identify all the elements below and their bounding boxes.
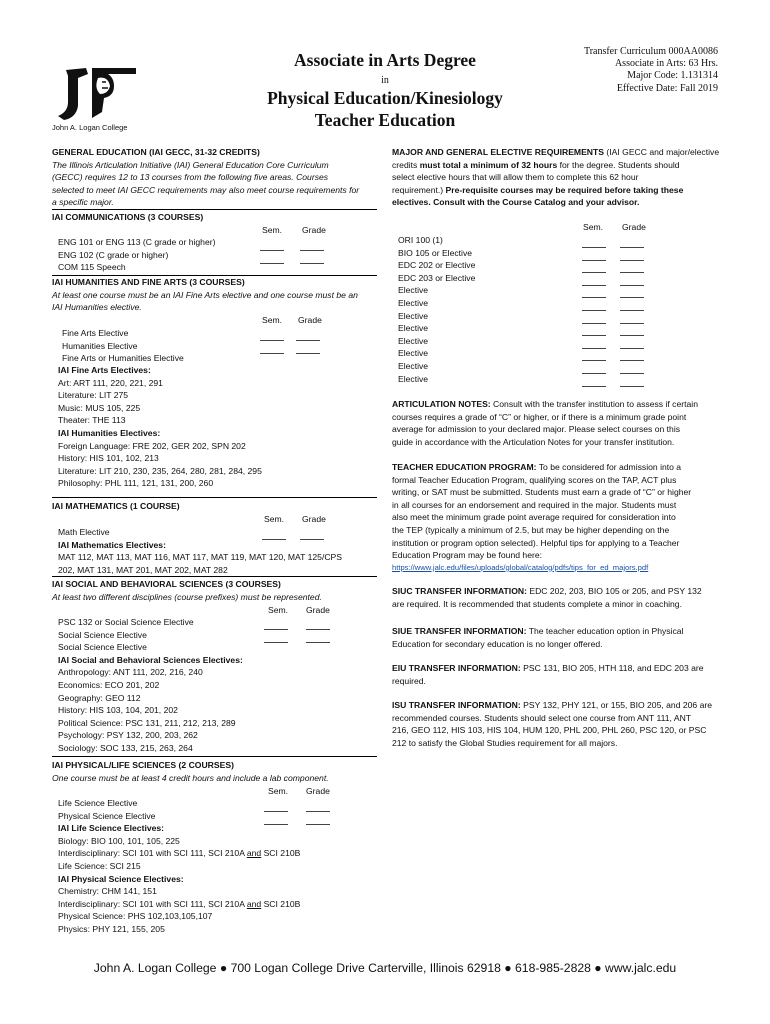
communications-section bbox=[52, 211, 377, 224]
course-item: Fine Arts Elective bbox=[62, 328, 129, 338]
sem-blank[interactable] bbox=[264, 804, 288, 812]
and-text: and bbox=[246, 848, 262, 859]
divider bbox=[52, 756, 377, 757]
logan-bust-logo-icon bbox=[52, 66, 138, 124]
grade-label: Grade bbox=[302, 225, 326, 235]
artic-text: courses requires a grade of “C” or higher, or if there is a minimum grade point bbox=[392, 411, 687, 422]
sem-blank[interactable] bbox=[582, 366, 606, 374]
elective-line: Biology: BIO 100, 101, 105, 225 bbox=[58, 835, 180, 846]
grade-blank-row bbox=[582, 273, 644, 286]
eiu-text: required. bbox=[392, 675, 426, 686]
notes-section bbox=[392, 398, 727, 448]
humanities-list bbox=[62, 327, 262, 365]
course-item: Elective bbox=[398, 323, 429, 334]
course-item: Fine Arts or Humanities Elective bbox=[62, 353, 184, 364]
divider bbox=[52, 497, 377, 498]
teach-text: formal Teacher Education Program, qualifying scores on the TAP, ACT plus bbox=[392, 474, 677, 485]
artic-line bbox=[392, 398, 727, 411]
teach-text: writing, or SAT must be submitted. Students must earn a grade of “C” or higher bbox=[392, 487, 692, 498]
artic-text: average for admission to your declared major. Please select courses on this bbox=[392, 424, 681, 435]
elective-line: Life Science: SCI 215 bbox=[58, 860, 141, 871]
title-line3: Physical Education/Kinesiology bbox=[267, 88, 503, 108]
credit-hours: Associate in Arts: 63 Hrs. bbox=[614, 58, 718, 70]
grade-label: Grade bbox=[298, 315, 322, 325]
siue-text: Education for secondary education is no longer offered. bbox=[392, 638, 603, 649]
grade-blank-row bbox=[582, 348, 644, 361]
elective-line: Music: MUS 105, 225 bbox=[58, 402, 141, 413]
elective-line: Anthropology: ANT 111, 202, 216, 240 bbox=[58, 667, 203, 678]
grade-blank[interactable] bbox=[620, 303, 644, 311]
siuc-text: are required. It is recommended that students complete a minor in coaching. bbox=[392, 598, 682, 609]
communications-list bbox=[58, 236, 258, 274]
grade-label: Grade bbox=[302, 514, 326, 524]
sem-blank[interactable] bbox=[582, 379, 606, 387]
artic-heading: ARTICULATION NOTES: bbox=[392, 399, 491, 409]
siue-text: The teacher education option in Physical bbox=[526, 626, 684, 636]
sem-label: Sem. bbox=[583, 222, 604, 232]
grade-blanks bbox=[262, 527, 324, 540]
teach-text: institution or program option selected). Helpful tips for applying to a Teacher bbox=[392, 537, 680, 548]
course-item: ENG 102 (C grade or higher) bbox=[58, 249, 169, 260]
major-text-bold: Pre-requisite courses may be required before taking these bbox=[445, 184, 684, 195]
grade-blank[interactable] bbox=[306, 817, 330, 825]
humanities-intro: At least one course must be an IAI Fine Arts elective and one course must be an bbox=[52, 289, 358, 300]
humanities-heading: IAI HUMANITIES AND FINE ARTS (3 COURSES) bbox=[52, 277, 245, 287]
major-code: Major Code: 1.131314 bbox=[627, 70, 718, 82]
siuc-text: EDC 202, 203, BIO 105 or 205, and PSY 132 bbox=[526, 586, 702, 596]
sem-blank[interactable] bbox=[264, 622, 288, 630]
elective-line: Psychology: PSY 132, 200, 203, 262 bbox=[58, 730, 198, 741]
life-science-heading: IAI Life Science Electives: bbox=[58, 823, 165, 834]
isu-heading: ISU TRANSFER INFORMATION: bbox=[392, 700, 521, 710]
grade-blank-row bbox=[582, 374, 644, 387]
elective-line: MAT 112, MAT 113, MAT 116, MAT 117, MAT 119, MAT 120, MAT 125/CPS bbox=[58, 552, 343, 563]
teacher-ed-section bbox=[392, 461, 727, 574]
siuc-section bbox=[392, 585, 727, 610]
elective-line: History: HIS 101, 102, 213 bbox=[58, 453, 159, 464]
math-heading: IAI MATHEMATICS (1 COURSE) bbox=[52, 501, 180, 511]
siue-heading: SIUE TRANSFER INFORMATION: bbox=[392, 626, 527, 636]
major-list bbox=[398, 234, 578, 385]
tips-link[interactable]: https://www.jalc.edu/files/uploads/global/catalog/pdfs/tips_for_ed_majors.pdf bbox=[392, 562, 649, 572]
sem-blank[interactable] bbox=[260, 243, 284, 251]
grade-blank-row bbox=[582, 311, 644, 324]
course-item: Elective bbox=[398, 360, 429, 371]
physical-heading: IAI PHYSICAL/LIFE SCIENCES (2 COURSES) bbox=[52, 760, 234, 770]
college-logo bbox=[52, 66, 138, 124]
footer-contact: John A. Logan College ● 700 Logan College Drive Carterville, Illinois 62918 ● 618-985-2828 ● www.jalc.edu bbox=[93, 961, 677, 975]
grade-blank[interactable] bbox=[620, 265, 644, 273]
elective-line: Physical Science: PHS 102,103,105,107 bbox=[58, 911, 213, 922]
grade-label: Grade bbox=[306, 605, 330, 615]
course-item: EDC 203 or Elective bbox=[398, 272, 476, 283]
grade-blanks bbox=[260, 328, 320, 353]
isu-text: PSY 132, PHY 121, or 155, BIO 205, and 206 are bbox=[520, 700, 713, 710]
grade-blank[interactable] bbox=[306, 804, 330, 812]
major-text: (IAI GECC and major/elective bbox=[604, 147, 720, 157]
transfer-info bbox=[584, 46, 718, 95]
gen-ed-intro: (GECC) requires 12 to 13 courses from the following five areas. Courses bbox=[52, 172, 329, 183]
course-item: BIO 105 or Elective bbox=[398, 247, 473, 258]
gen-ed-intro: selected to meet IAI GECC requirements may also meet course requirements for bbox=[52, 184, 360, 195]
grade-blank[interactable] bbox=[300, 243, 324, 251]
humanities-electives bbox=[58, 364, 378, 490]
sem-blank[interactable] bbox=[260, 333, 284, 341]
elective-line: Foreign Language: FRE 202, GER 202, SPN 202 bbox=[58, 440, 246, 451]
grade-blank-row bbox=[582, 235, 644, 248]
sem-label: Sem. bbox=[264, 514, 285, 524]
major-intro bbox=[392, 184, 722, 197]
math-electives-heading: IAI Mathematics Electives: bbox=[58, 539, 166, 550]
course-item: Humanities Elective bbox=[62, 340, 138, 351]
elective-line: History: HIS 103, 104, 201, 202 bbox=[58, 705, 178, 716]
elective-line: Philosophy: PHL 111, 121, 131, 200, 260 bbox=[58, 478, 214, 489]
major-text-bold: must total a minimum of 32 hours bbox=[419, 159, 558, 170]
artic-text: Consult with the transfer institution to assess if certain bbox=[490, 399, 698, 409]
title-line4: Teacher Education bbox=[314, 110, 456, 130]
teach-text: the TEP (typically a minimum of 2.5, but may be higher depending on the bbox=[392, 524, 670, 535]
physical-list bbox=[58, 797, 378, 936]
math-list bbox=[58, 526, 378, 576]
elective-line: Sociology: SOC 133, 215, 263, 264 bbox=[58, 742, 193, 753]
grade-blank-row bbox=[582, 361, 644, 374]
social-electives-heading: IAI Social and Behavioral Sciences Electives: bbox=[58, 654, 243, 665]
elective-text: SCI 210B bbox=[263, 898, 301, 909]
elective-text: Interdisciplinary: SCI 101 with SCI 111, SCI 210A bbox=[58, 898, 245, 909]
sem-blank[interactable] bbox=[264, 635, 288, 643]
major-text: credits bbox=[392, 159, 420, 170]
social-intro: At least two different disciplines (course prefixes) must be represented. bbox=[52, 591, 322, 602]
course-item: Life Science Elective bbox=[58, 798, 138, 808]
elective-line: Literature: LIT 275 bbox=[58, 390, 129, 401]
major-text-bold: electives. Consult with the Course Catalog and your advisor. bbox=[392, 197, 640, 208]
grade-blank[interactable] bbox=[296, 333, 320, 341]
elective-line: 202, MAT 131, MAT 201, MAT 202, MAT 282 bbox=[58, 564, 228, 575]
course-item: PSC 132 or Social Science Elective bbox=[58, 617, 194, 627]
elective-line: Economics: ECO 201, 202 bbox=[58, 679, 160, 690]
isu-section bbox=[392, 699, 727, 749]
isu-text: 216, GEO 112, HIS 103, HIS 104, HUM 120, PHL 200, PHL 260, PSC 120, or PSC bbox=[392, 725, 707, 736]
humanities-section bbox=[52, 276, 377, 314]
gen-ed-heading: GENERAL EDUCATION (IAI GECC, 31-32 CREDITS) bbox=[52, 147, 260, 157]
physical-intro: One course must be at least 4 credit hours and include a lab component. bbox=[52, 772, 329, 783]
major-text: requirement.) bbox=[392, 184, 446, 195]
social-heading: IAI SOCIAL AND BEHAVIORAL SCIENCES (3 COURSES) bbox=[52, 579, 281, 589]
siuc-heading: SIUC TRANSFER INFORMATION: bbox=[392, 586, 527, 596]
sem-blank[interactable] bbox=[260, 346, 284, 354]
grade-blank[interactable] bbox=[306, 622, 330, 630]
teach-text: Education Program may be found here: bbox=[392, 550, 543, 561]
grade-blanks bbox=[582, 235, 644, 386]
siue-section bbox=[392, 625, 727, 650]
siuc-line bbox=[392, 585, 727, 598]
elective-line: Art: ART 111, 220, 221, 291 bbox=[58, 377, 163, 388]
course-item: Elective bbox=[398, 373, 429, 384]
elective-line: Physics: PHY 121, 155, 205 bbox=[58, 923, 165, 934]
fine-arts-heading: IAI Fine Arts Electives: bbox=[58, 365, 151, 375]
sem-label: Sem. bbox=[268, 605, 289, 615]
major-text: select elective hours that will allow them to complete this 62 hour bbox=[392, 172, 639, 183]
teach-line bbox=[392, 461, 727, 474]
elective-line: Literature: LIT 210, 230, 235, 264, 280, 281, 284, 295 bbox=[58, 465, 262, 476]
teach-heading: TEACHER EDUCATION PROGRAM: bbox=[392, 462, 537, 472]
isu-line bbox=[392, 699, 727, 712]
eiu-section bbox=[392, 662, 727, 687]
course-item: ENG 101 or ENG 113 (C grade or higher) bbox=[58, 237, 216, 247]
effective-date: Effective Date: Fall 2019 bbox=[616, 82, 718, 94]
sem-blank[interactable] bbox=[582, 303, 606, 311]
sem-label: Sem. bbox=[268, 786, 289, 796]
elective-line: Geography: GEO 112 bbox=[58, 692, 141, 703]
eiu-heading: EIU TRANSFER INFORMATION: bbox=[392, 663, 521, 673]
elective-line: Chemistry: CHM 141, 151 bbox=[58, 886, 157, 897]
grade-blank-row bbox=[582, 285, 644, 298]
grade-label: Grade bbox=[622, 222, 646, 232]
grade-blank[interactable] bbox=[300, 532, 324, 540]
divider bbox=[52, 576, 377, 577]
course-item: Elective bbox=[398, 310, 429, 321]
sem-blank[interactable] bbox=[582, 265, 606, 273]
grade-blank[interactable] bbox=[306, 635, 330, 643]
eiu-text: PSC 131, BIO 205, HTH 118, and EDC 203 are bbox=[520, 663, 704, 673]
course-item: Elective bbox=[398, 335, 429, 346]
grade-blank-row bbox=[582, 336, 644, 349]
logo-caption: John A. Logan College bbox=[52, 123, 128, 132]
course-item: Social Science Elective bbox=[58, 629, 147, 640]
elective-text: SCI 210B bbox=[263, 848, 301, 859]
major-intro bbox=[392, 159, 722, 172]
grade-blank[interactable] bbox=[620, 379, 644, 387]
humanities-electives-heading: IAI Humanities Electives: bbox=[58, 427, 161, 438]
course-item: Elective bbox=[398, 285, 429, 296]
communications-heading: IAI COMMUNICATIONS (3 COURSES) bbox=[52, 212, 204, 222]
course-item: Math Elective bbox=[58, 527, 110, 537]
social-section bbox=[52, 578, 377, 603]
grade-blank-row bbox=[582, 298, 644, 311]
math-section bbox=[52, 500, 377, 513]
sem-blank[interactable] bbox=[582, 240, 606, 248]
grade-blanks bbox=[260, 238, 324, 276]
course-item: Social Science Elective bbox=[58, 642, 147, 653]
elective-line: Theater: THE 113 bbox=[58, 415, 126, 426]
isu-text: 212 to satisfy the Global Studies requirement for all majors. bbox=[392, 737, 618, 748]
teach-text: To be considered for admission into a bbox=[536, 462, 682, 472]
and-text: and bbox=[246, 898, 262, 909]
title-line2: in bbox=[381, 75, 389, 86]
sem-blank[interactable] bbox=[264, 817, 288, 825]
course-item: Physical Science Elective bbox=[58, 810, 156, 821]
physical-science-heading: IAI Physical Science Electives: bbox=[58, 873, 184, 884]
grade-blank-row bbox=[582, 248, 644, 261]
sem-label: Sem. bbox=[262, 315, 283, 325]
left-column bbox=[52, 146, 377, 209]
humanities-intro: IAI Humanities elective. bbox=[52, 302, 142, 313]
curriculum-code: Transfer Curriculum 000AA0086 bbox=[583, 46, 718, 57]
eiu-line bbox=[392, 662, 727, 675]
grade-blank-row bbox=[582, 323, 644, 336]
teach-text: also meet the minimum grade point average required for consideration into bbox=[392, 512, 676, 523]
elective-line: Political Science: PSC 131, 211, 212, 213, 289 bbox=[58, 717, 236, 728]
major-text: for the degree. Students should bbox=[557, 159, 680, 170]
sem-label: Sem. bbox=[262, 225, 283, 235]
grade-blanks bbox=[264, 799, 330, 824]
grade-blank[interactable] bbox=[620, 240, 644, 248]
course-item: Elective bbox=[398, 348, 429, 359]
social-list bbox=[58, 616, 378, 755]
course-item: Elective bbox=[398, 297, 429, 308]
sem-blank[interactable] bbox=[582, 328, 606, 336]
major-intro bbox=[392, 146, 722, 159]
grade-blank[interactable] bbox=[296, 346, 320, 354]
divider bbox=[52, 209, 377, 210]
grade-blanks bbox=[264, 617, 330, 642]
grade-label: Grade bbox=[306, 786, 330, 796]
course-item: EDC 202 or Elective bbox=[398, 260, 476, 271]
course-item: ORI 100 (1) bbox=[398, 235, 443, 245]
physical-section bbox=[52, 759, 377, 784]
elective-text: Interdisciplinary: SCI 101 with SCI 111, SCI 210A bbox=[58, 848, 245, 859]
elective-line bbox=[58, 898, 378, 911]
course-item: COM 115 Speech bbox=[58, 262, 126, 273]
grade-blank-row bbox=[582, 260, 644, 273]
gen-ed-intro: The Illinois Articulation Initiative (IAI) General Education Core Curriculum bbox=[52, 159, 329, 170]
gen-ed-intro: a specific major. bbox=[52, 197, 114, 208]
major-heading: MAJOR AND GENERAL ELECTIVE REQUIREMENTS bbox=[392, 147, 604, 157]
artic-text: guide in accordance with the Articulation Notes for your transfer institution. bbox=[392, 436, 675, 447]
major-section bbox=[392, 146, 722, 209]
teach-text: in all courses for an endorsement and required in the major. Students must bbox=[392, 499, 677, 510]
grade-blank[interactable] bbox=[620, 366, 644, 374]
siue-line bbox=[392, 625, 727, 638]
sem-blank[interactable] bbox=[262, 532, 286, 540]
grade-blank[interactable] bbox=[620, 328, 644, 336]
isu-text: recommended courses. Students should select one course from ANT 111, ANT bbox=[392, 712, 692, 723]
elective-line bbox=[58, 847, 378, 860]
title-line1: Associate in Arts Degree bbox=[294, 50, 476, 70]
